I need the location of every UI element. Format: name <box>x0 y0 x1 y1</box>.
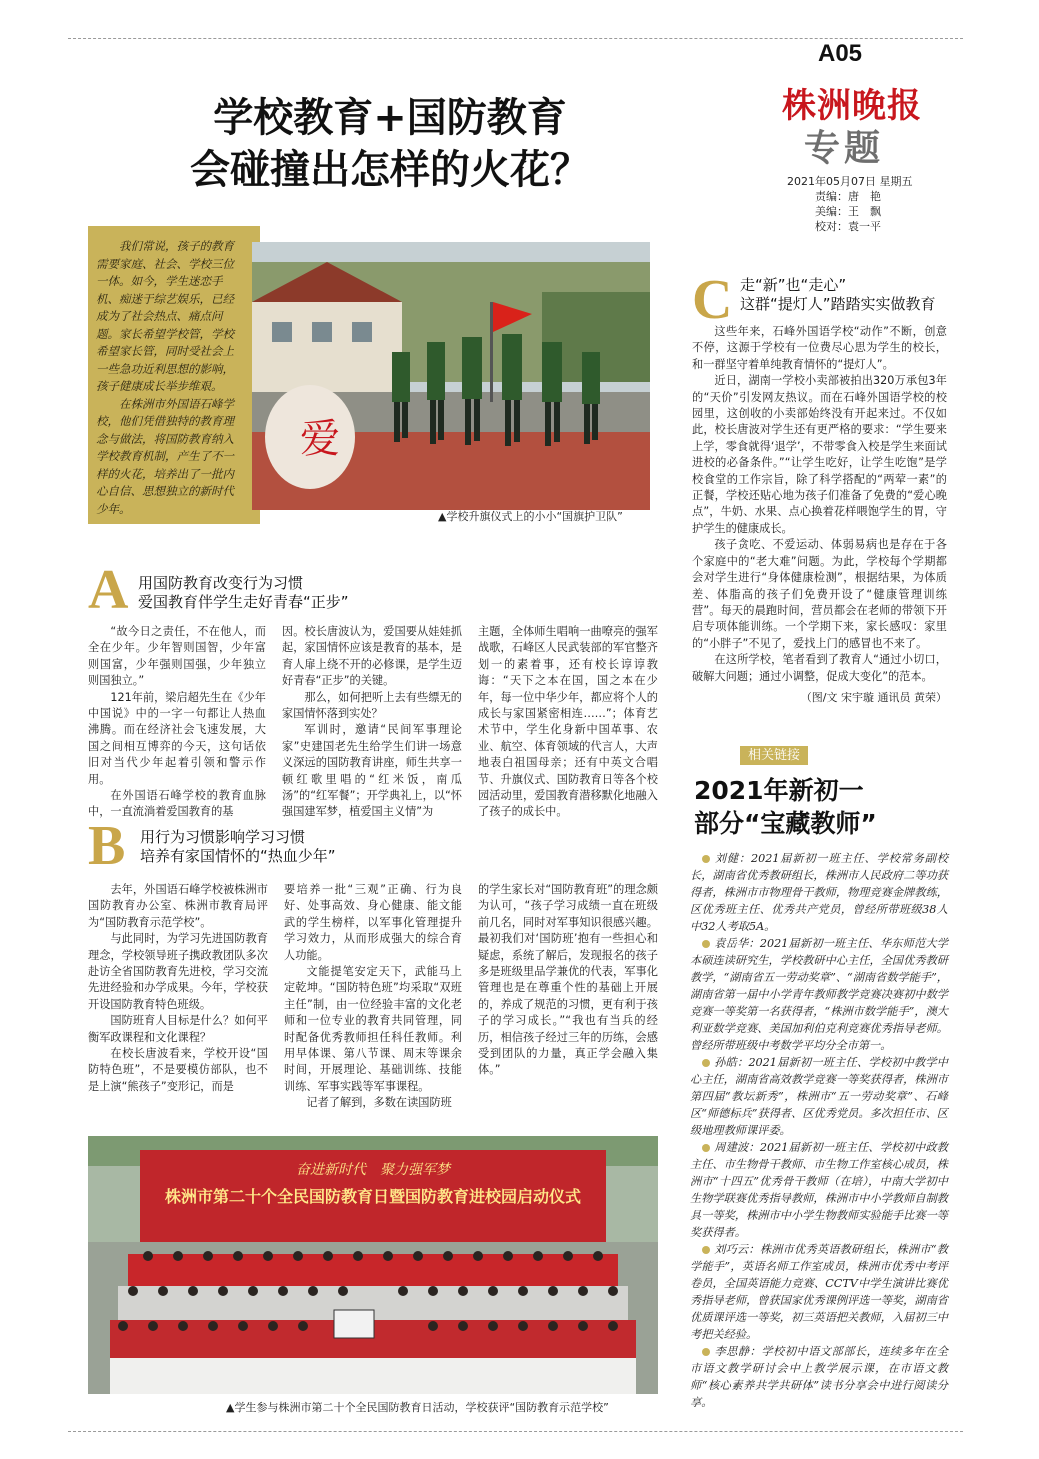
intro-text-block <box>96 238 244 518</box>
bullet-dot-icon <box>702 1246 710 1254</box>
section-c-body <box>692 324 947 705</box>
teacher-desc: 2021届新初一班主任、华东师范大学本硕连读研究生，学校教研中心主任，全国优秀教研教学，“湖南省五一劳动奖章”、“湖南省数学能手”，湖南省第一届中小学青年教师教学竞赛决赛初中数学竞赛一等奖第一名获得者，“株洲市数学能手”，澳大利亚数学竞赛、美国加利伯克利竞赛优秀指导老师。曾经所带班级中考数学平均分全市第一。 <box>690 937 948 1052</box>
section-b-letter: B <box>88 815 126 877</box>
bullet-dot-icon <box>702 855 710 863</box>
flag-guard-illustration <box>252 242 650 510</box>
teacher-desc: 株洲市优秀英语教研组长，株洲市“教学能手”，英语名师工作室成员，株洲市优秀中考评卷员，全国英语能力竞赛、CCTV中学生演讲比赛优秀指导老师，曾获国家优秀课例评选一等奖，湖南省优质课评选一等奖，初三英语把关教师，入届初三中考把关经验。 <box>690 1243 948 1341</box>
photo1-caption: ▲学校升旗仪式上的小小“国旗护卫队” <box>438 510 623 523</box>
bottom-rule <box>68 1431 963 1432</box>
section-a-col-3 <box>478 624 658 821</box>
group-photo-illustration <box>88 1136 658 1394</box>
teacher-name: 李思静： <box>714 1345 762 1358</box>
b-col2-para: 要培养一批“三观”正确、行为良好、处事高效、身心健康、能文能武的学生榜样，以军事化管理提升学习效力，从而形成强大的综合育人功能。 <box>284 883 462 962</box>
banner-title: 株洲市第二十个全民国防教育日暨国防教育进校园启动仪式 <box>164 1187 582 1206</box>
teacher-item <box>690 1343 948 1411</box>
page-number: A05 <box>818 40 863 67</box>
bullet-dot-icon <box>702 1059 710 1067</box>
a-col1-para: “故今日之责任，不在他人，而全在少年。少年智则国智，少年富则国富，少年强则国强，少年独立则国独立。” <box>88 625 266 688</box>
related-title <box>694 774 877 840</box>
flag-guard-photo <box>252 242 650 510</box>
section-a-col-2 <box>282 624 462 821</box>
banner-slogan: 奋进新时代 聚力强军梦 <box>296 1162 450 1178</box>
section-c-letter: C <box>692 269 733 331</box>
teacher-list <box>690 850 948 1411</box>
issue-meta <box>787 174 913 234</box>
c-para: 这些年来，石峰外国语学校“动作”不断，创意不停，这源于学校有一位费尽心思为学生的校长，和一群坚守着单纯教育情怀的“提灯人”。 <box>692 325 947 371</box>
a-col1-para: 在外国语石峰学校的教育血脉中，一直流淌着爱国教育的基 <box>88 789 266 819</box>
main-headline <box>150 92 630 196</box>
b-col2-para: 文能提笔安定天下，武能马上定乾坤。“国防特色班”均采取“双班主任”制，由一位经验丰富的文化老师和一位专业的教育共同管理，同时配备优秀教师担任科任教师。利用早体课、第八节课、周末等课余时间，开展理论、基础训练、技能训练、军事实践等军事课程。 <box>284 965 462 1093</box>
section-a-title-2: 爱国教育伴学生走好青春“正步” <box>138 593 349 611</box>
teacher-desc: 2021届新初一班主任、学校常务副校长，湖南省优秀教研组长，株洲市人民政府二等功获得者，株洲市市物理骨干教师，物理竞赛金牌教练，区优秀班主任、优秀共产党员，曾经所带班级38人中32人考取5A。 <box>690 852 948 933</box>
section-c-title-2: 这群“提灯人”踏踏实实做教育 <box>740 295 936 313</box>
teacher-item <box>690 1139 948 1241</box>
b-col2-para: 记者了解到，多数在读国防班 <box>306 1096 452 1110</box>
related-link-tag <box>740 744 808 763</box>
svg-text:爱: 爱 <box>300 416 340 462</box>
headline-line-2: 会碰撞出怎样的火花？ <box>190 147 590 193</box>
a-col1-para: 121年前，梁启超先生在《少年中国说》中的一字一句都让人热血沸腾。而在经济社会飞速发展，大国之间相互博弈的今天，这句话依旧对当代少年起着引领和警示作用。 <box>88 690 266 786</box>
b-col1-para: 国防班育人目标是什么？如何平衡军政课程和文化课程？ <box>88 1014 268 1044</box>
teacher-desc: 2021届新初一班主任、学校初中教学中心主任，湖南省高效教学竞赛一等奖获得者，株洲市第四届“教坛新秀”，株洲市“五一劳动奖章”、石峰区“师德标兵”获得者、区优秀党员。多次担任市、区级地理教师课评委。 <box>690 1056 948 1137</box>
section-c-byline: （图/文 宋宇璇 通讯员 黄荣） <box>800 690 947 704</box>
headline-line-1: 学校教育+国防教育 <box>213 95 567 141</box>
teacher-item <box>690 935 948 1054</box>
teacher-item <box>690 1054 948 1139</box>
intro-paragraph-1: 我们常说，孩子的教育需要家庭、社会、学校三位一体。如今，学生迷恋手机、痴迷于综艺娱乐，已经成为了社会热点、痛点问题。家长希望学校管，学校希望家长管，同时受社会上一些急功近利思想的影响，孩子健康成长举步维艰。 <box>96 239 234 393</box>
section-label: 专题 <box>804 127 885 169</box>
related-title-2: 部分“宝藏教师” <box>694 809 877 838</box>
a-col2-para: 因。校长唐波认为，爱国要从娃娃抓起，家国情怀应该是教育的基本，是育人扉上绕不开的必修课，是学生迈好青春“正步”的关键。 <box>282 625 462 688</box>
teacher-item <box>690 850 948 935</box>
b-col1-para: 去年，外国语石峰学校被株洲市国防教育办公室、株洲市教育局评为“国防教育示范学校”。 <box>88 883 268 929</box>
related-title-1: 2021年新初一 <box>694 776 864 805</box>
section-a-col-1 <box>88 624 266 821</box>
teacher-name: 刘健： <box>714 852 751 865</box>
intro-paragraph-2: 在株洲市外国语石峰学校，他们凭借独特的教育理念与做法，将国防教育纳入学校教育机制，产生了不一样的火花，培养出了一批内心自信、思想独立的新时代少年。 <box>96 396 234 516</box>
section-a-letter: A <box>88 559 129 621</box>
teacher-name: 孙皓： <box>714 1056 749 1069</box>
b-col1-para: 与此同时，为学习先进国防教育理念，学校领导班子携政教团队多次赴访全省国防教育先进校，学习交流先进经验和办学成果。今年，学校获开设国防教育特色班级。 <box>88 932 268 1011</box>
bullet-dot-icon <box>702 1348 710 1356</box>
related-tag-label: 相关链接 <box>740 746 808 765</box>
teacher-item <box>690 1241 948 1343</box>
section-b-col-3 <box>478 882 658 1079</box>
section-c-title-1: 走“新”也“走心” <box>740 276 847 294</box>
editor-credit: 责编：唐 艳 <box>815 190 881 203</box>
masthead-logo: 株洲晚报 <box>782 86 922 126</box>
teacher-desc: 2021届新初一班主任、学校初中政教主任、市生物骨干教师、市生物工作室核心成员，株洲市“十四五”优秀骨干教师（在培），中南大学初中生物学联赛优秀指导教师，株洲市中小学教师自制教具一等奖，株洲市中小学生物教师实验能手比赛一等奖获得者。 <box>690 1141 948 1239</box>
photo2-caption: ▲学生参与株洲市第二十个全民国防教育日活动，学校获评“国防教育示范学校” <box>226 1401 609 1414</box>
section-c-title <box>740 276 936 314</box>
section-b-title <box>140 828 336 866</box>
c-para: 在这所学校，笔者看到了教育人“通过小切口，破解大问题；通过小调整，促成大变化”的范本。 <box>692 653 947 683</box>
group-photo <box>88 1136 658 1394</box>
section-a-title <box>138 574 349 612</box>
bullet-dot-icon <box>702 1144 710 1152</box>
a-col3-para: 主题，全体师生唱响一曲嘹亮的强军战歌，石峰区人民武装部的军官整齐划一的素着事，还有校长谆谆教诲：“天下之本在国，国之本在少年，每一位中华少年，都应将个人的成长与家国紧密相连……”；体育艺术节中，学生化身新中国革事、农业、航空、体育领域的代言人，大声地表白祖国母亲；还有中英文合唱节、升旗仪式、国防教育日等各个校园活动里，爱国教育潜移默化地融入了孩子的成长中。 <box>478 625 658 819</box>
c-para: 孩子贪吃、不爱运动、体弱易病也是存在于各个家庭中的“老大难”问题。为此，学校每个学期都会对学生进行“身体健康检测”，根据结果，为体质差、体脂高的孩子们免费开设了“健康管理训练营”。每天的晨跑时间，营员都会在老师的带领下开启专项体能训练。一个学期下来，家长感叹：家里的“小胖子”不见了，爱找上门的感冒也不来了。 <box>692 538 947 650</box>
designer-credit: 美编：王 飘 <box>815 205 881 218</box>
proofreader-credit: 校对：袁一平 <box>815 220 881 233</box>
teacher-desc: 学校初中语文部部长，连续多年在全市语文教学研讨会中上教学展示课，在市语文教师“核心素养共学共研体”读书分享会中进行阅读分享。 <box>690 1345 948 1409</box>
section-b-col-1 <box>88 882 268 1095</box>
bullet-dot-icon <box>702 940 710 948</box>
a-col2-para: 军训时，邀请“民间军事理论家”史建国老先生给学生们讲一场意义深远的国防教育讲座，师生共享一顿红歌里唱的“红米饭，南瓜汤”的“红军餐”；开学典礼上，以“怀强国建军梦，植爱国主义情”为 <box>282 723 462 819</box>
top-rule <box>68 38 963 39</box>
issue-date: 2021年05月07日 星期五 <box>787 175 913 188</box>
b-col1-para: 在校长唐波看来，学校开设“国防特色班”，不是要模仿部队，也不是上演“熊孩子”变形记，而是 <box>88 1047 268 1093</box>
a-col2-para: 那么，如何把听上去有些缥无的家国情怀落到实处？ <box>282 690 462 721</box>
section-b-col-2 <box>284 882 462 1112</box>
section-b-title-2: 培养有家国情怀的“热血少年” <box>140 847 336 865</box>
teacher-name: 周建波： <box>714 1141 760 1154</box>
c-para: 近日，湖南一学校小卖部被拍出320万承包3年的“天价”引发网友热议。而在石峰外国语学校的校园里，这创收的小卖部始终没有开起来过。不仅如此，校长唐波对学生还有更严格的要求：“学生要来上学，零食就得‘退学’，不带零食入校是学生来面试进校的必备条件。”“让学生吃好，让学生吃饱”是学校食堂的工作宗旨，除了科学搭配的“两荤一素”的正餐，学校还贴心地为孩子们准备了免费的“爱心晚点”，牛奶、水果、点心换着花样喂饱学生的胃，守护学生的健康成长。 <box>692 374 947 535</box>
teacher-name: 刘巧云： <box>714 1243 760 1256</box>
section-a-title-1: 用国防教育改变行为习惯 <box>138 574 304 592</box>
section-b-title-1: 用行为习惯影响学习习惯 <box>140 828 306 846</box>
b-col3-para: 的学生家长对“国防教育班”的理念颇为认可，“孩子学习成绩一直在班级前几名，同时对军事知识很感兴趣。最初我们对‘国防班’抱有一些担心和疑虑，系统了解后，发现报名的孩子多是班级里品学兼优的代表，军事化管理也是在尊重个性的基础上开展的，养成了规范的习惯，更有利于孩子的学习成长。”“我也有当兵的经历，相信孩子经过三年的历练，会感受到团队的力量，真正学会融入集体。” <box>478 883 658 1077</box>
teacher-name: 袁岳华： <box>714 937 760 950</box>
